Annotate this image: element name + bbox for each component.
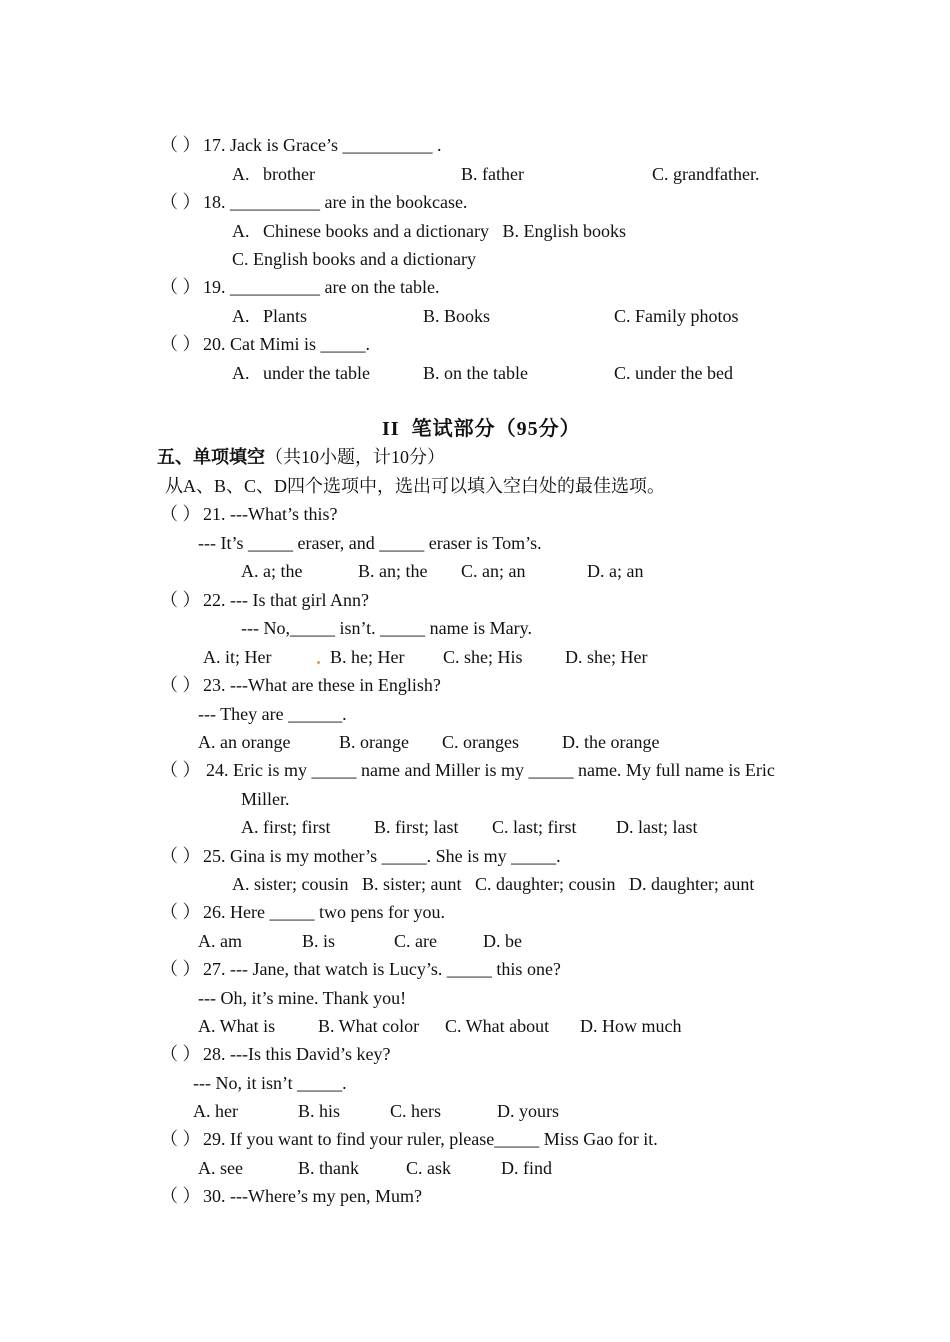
q26-option-d: D. be (483, 931, 522, 951)
q21-option-a: A. a; the (241, 561, 303, 581)
q19-option-a: A. Plants (232, 306, 308, 326)
q18-answer-paren: （ ） (160, 192, 201, 212)
q24-stem: 24. Eric is my _____ name and Miller is my _____ name. My full name is Eric (206, 760, 775, 780)
section5-header (157, 446, 445, 468)
q24-line2: Miller. (241, 789, 290, 809)
q23-answer-paren: （ ） (160, 675, 201, 695)
q24-option-a: A. first; first (241, 817, 331, 837)
q20-answer-paren: （ ） (160, 334, 201, 354)
q22-stem: 22. --- Is that girl Ann? (203, 590, 369, 610)
q22-answer-paren: （ ） (160, 590, 201, 610)
q17-option-a: A. brother (232, 164, 315, 184)
q19-option-c: C. Family photos (614, 306, 739, 326)
q20-option-b: B. on the table (423, 363, 528, 383)
q27-stem: 27. --- Jane, that watch is Lucy’s. _____ this one? (203, 959, 561, 979)
q29-answer-paren: （ ） (160, 1129, 201, 1149)
q21-answer-paren: （ ） (160, 504, 201, 524)
q27-option-d: D. How much (580, 1016, 682, 1036)
q24-option-d: D. last; last (616, 817, 698, 837)
q27-option-c: C. What about (445, 1016, 550, 1036)
q22-option-b: B. he; Her (330, 647, 405, 667)
q23-option-b: B. orange (339, 732, 409, 752)
q18-stem: 18. __________ are in the bookcase. (203, 192, 468, 212)
q20-option-a: A. under the table (232, 363, 370, 383)
q17-option-c: C. grandfather. (652, 164, 760, 184)
q21-stem: 21. ---What’s this? (203, 504, 338, 524)
q28-answer-paren: （ ） (160, 1044, 201, 1064)
q26-option-c: C. are (394, 931, 437, 951)
q27-answer-paren: （ ） (160, 959, 201, 979)
q18-option-c: C. English books and a dictionary (232, 249, 476, 269)
q22-option-c: C. she; His (443, 647, 523, 667)
q17-stem: 17. Jack is Grace’s __________ . (203, 135, 442, 155)
q22-line2: --- No,_____ isn’t. _____ name is Mary. (241, 618, 532, 638)
q24-option-b: B. first; last (374, 817, 459, 837)
q29-option-b: B. thank (298, 1158, 359, 1178)
q30-stem: 30. ---Where’s my pen, Mum? (203, 1186, 422, 1206)
q29-stem: 29. If you want to find your ruler, please_____ Miss Gao for it. (203, 1129, 658, 1149)
q17-answer-paren: （ ） (160, 135, 201, 155)
q24-answer-paren: （ ） (160, 760, 201, 780)
q26-option-b: B. is (302, 931, 336, 951)
q23-option-a: A. an orange (198, 732, 291, 752)
q28-option-c: C. hers (390, 1101, 441, 1121)
q27-option-b: B. What color (318, 1016, 420, 1036)
q27-line2: --- Oh, it’s mine. Thank you! (198, 988, 407, 1008)
q19-option-b: B. Books (423, 306, 491, 326)
q25-stem: 25. Gina is my mother’s _____. She is my _____. (203, 846, 561, 866)
q21-line2: --- It’s _____ eraser, and _____ eraser is Tom’s. (198, 533, 542, 553)
q17-option-b: B. father (461, 164, 524, 184)
q18-options-ab: A. Chinese books and a dictionary B. English books (232, 221, 626, 241)
q20-stem: 20. Cat Mimi is _____. (203, 334, 371, 354)
q28-option-d: D. yours (497, 1101, 559, 1121)
q28-line2: --- No, it isn’t _____. (193, 1073, 347, 1093)
stray-dot-mark (317, 661, 320, 664)
q28-stem: 28. ---Is this David’s key? (203, 1044, 391, 1064)
section5-heading: 五、单项填空 (157, 447, 265, 467)
q29-option-a: A. see (198, 1158, 243, 1178)
q21-option-c: C. an; an (461, 561, 526, 581)
part2-title: II 笔试部分（95分） (382, 418, 581, 440)
q22-option-d: D. she; Her (565, 647, 648, 667)
q26-answer-paren: （ ） (160, 902, 201, 922)
q20-option-c: C. under the bed (614, 363, 733, 383)
q25-answer-paren: （ ） (160, 846, 201, 866)
q26-stem: 26. Here _____ two pens for you. (203, 902, 445, 922)
q19-answer-paren: （ ） (160, 277, 201, 297)
q24-option-c: C. last; first (492, 817, 577, 837)
q22-option-a: A. it; Her (203, 647, 272, 667)
q26-option-a: A. am (198, 931, 242, 951)
q19-stem: 19. __________ are on the table. (203, 277, 440, 297)
q29-option-d: D. find (501, 1158, 552, 1178)
q25-options: A. sister; cousin B. sister; aunt C. daughter; cousin D. daughter; aunt (232, 874, 755, 894)
q27-option-a: A. What is (198, 1016, 276, 1036)
q21-option-d: D. a; an (587, 561, 644, 581)
q23-option-c: C. oranges (442, 732, 519, 752)
section5-instruction: 从A、B、C、D四个选项中，选出可以填入空白处的最佳选项。 (165, 476, 666, 496)
q30-answer-paren: （ ） (160, 1186, 201, 1206)
q23-option-d: D. the orange (562, 732, 660, 752)
q28-option-a: A. her (193, 1101, 238, 1121)
q29-option-c: C. ask (406, 1158, 451, 1178)
q21-option-b: B. an; the (358, 561, 428, 581)
q23-stem: 23. ---What are these in English? (203, 675, 441, 695)
q23-line2: --- They are ______. (198, 704, 347, 724)
q28-option-b: B. his (298, 1101, 341, 1121)
section5-note: （共10小题，计10分） (265, 447, 445, 467)
